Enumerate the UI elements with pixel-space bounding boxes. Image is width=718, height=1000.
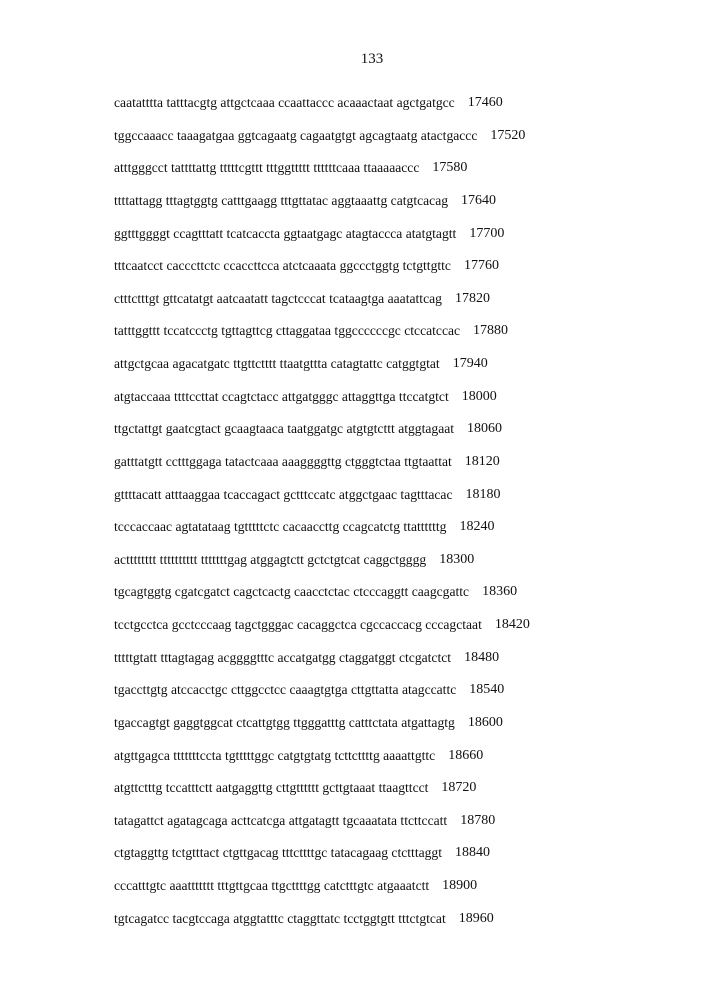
sequence-position: 17820: [454, 290, 490, 306]
sequence-text: gatttatgtt cctttggaga tatactcaaa aaaggggttg ctgggtctaa ttgtaattat: [114, 453, 452, 469]
sequence-text: tgtcagatcc tacgtccaga atggtatttc ctaggttatc tcctggtgtt tttctgtcat: [114, 910, 446, 926]
sequence-line: [114, 322, 530, 355]
sequence-line: [114, 649, 530, 682]
sequence-line: [114, 812, 530, 845]
sequence-position: 18060: [467, 421, 503, 437]
sequence-text: tatttggttt tccatccctg tgttagttcg cttaggataa tggccccccgc ctccatccac: [114, 323, 461, 339]
sequence-position: 18960: [458, 910, 494, 926]
sequence-position: 17940: [452, 356, 488, 371]
sequence-line: [114, 159, 530, 192]
sequence-text: tgcagtggtg cgatcgatct cagctcactg caacctctac ctcccaggtt caagcgattc: [114, 584, 470, 600]
sequence-line: [114, 257, 530, 290]
sequence-line: [114, 714, 530, 747]
sequence-line: [114, 486, 530, 519]
sequence-line: [114, 420, 530, 453]
sequence-position: 18300: [439, 551, 475, 567]
sequence-text: ttgctattgt gaatcgtact gcaagtaaca taatggatgc atgtgtcttt atggtagaat: [114, 421, 455, 437]
sequence-text: tttttgtatt tttagtagag acggggtttc accatgatgg ctaggatggt ctcgatctct: [114, 649, 452, 665]
sequence-position: 17520: [490, 127, 526, 143]
sequence-text: cccatttgtc aaattttttt tttgttgcaa ttgcttttgg catctttgtc atgaaatctt: [114, 878, 430, 893]
sequence-line: [114, 583, 530, 616]
sequence-text: tgaccagtgt gaggtggcat ctcattgtgg ttgggatttg catttctata atgattagtg: [114, 714, 455, 730]
sequence-line: [114, 453, 530, 486]
sequence-line: [114, 388, 530, 421]
sequence-position: 18780: [460, 812, 496, 828]
sequence-text: caatatttta tatttacgtg attgctcaaa ccaattaccc acaaactaat agctgatgcc: [114, 95, 455, 110]
sequence-line: [114, 747, 530, 780]
page-number: 133: [360, 51, 384, 67]
sequence-text: atgttgagca tttttttccta tgtttttggc catgtgtatg tcttcttttg aaaattgttc: [114, 747, 436, 763]
sequence-position: 17640: [461, 192, 497, 208]
sequence-line: [114, 844, 530, 877]
sequence-position: 18480: [464, 649, 500, 665]
sequence-text: ctgtaggttg tctgtttact ctgttgacag tttcttttgc tatacagaag ctctttaggt: [114, 845, 442, 861]
sequence-position: 18540: [469, 682, 505, 698]
sequence-text: atgtaccaaa ttttccttat ccagtctacc attgatgggc attaggttga ttccatgtct: [114, 388, 449, 404]
sequence-line: [114, 910, 530, 943]
sequence-position: 18900: [442, 878, 478, 893]
sequence-position: 18000: [461, 388, 497, 404]
sequence-text: ttttattagg tttagtggtg catttgaagg tttgttatac aggtaaattg catgtcacag: [114, 192, 449, 208]
sequence-text: tatagattct agatagcaga acttcatcga attgatagtt tgcaaatata ttcttccatt: [114, 812, 448, 828]
sequence-text: tggccaaacc taaagatgaa ggtcagaatg cagaatgtgt agcagtaatg atactgaccc: [114, 127, 478, 143]
sequence-position: 18840: [455, 845, 490, 861]
sequence-position: 17760: [463, 258, 499, 274]
sequence-position: 18360: [482, 584, 518, 600]
sequence-position: 17700: [469, 225, 505, 241]
sequence-position: 18720: [441, 780, 477, 796]
sequence-text: actttttttt tttttttttt tttttttgag atggagtctt gctctgtcat caggctgggg: [114, 551, 427, 567]
sequence-listing: [114, 94, 530, 942]
sequence-text: tcccaccaac agtatataag tgtttttctc cacaaccttg ccagcatctg ttattttttg: [114, 519, 447, 535]
sequence-position: 17460: [467, 95, 503, 110]
sequence-line: [114, 616, 530, 649]
sequence-position: 17580: [432, 160, 468, 176]
sequence-text: gttttacatt atttaaggaa tcaccagact gctttccatc atggctgaac tagtttacac: [114, 486, 453, 502]
sequence-line: [114, 290, 530, 323]
sequence-line: [114, 779, 530, 812]
sequence-position: 18240: [459, 519, 495, 535]
sequence-line: [114, 355, 530, 388]
sequence-text: ctttctttgt gttcatatgt aatcaatatt tagctcccat tcataagtga aaatattcag: [114, 290, 442, 306]
sequence-text: tttcaatcct cacccttctc ccaccttcca atctcaaata ggccctggtg tctgttgttc: [114, 258, 451, 274]
sequence-text: atttgggcct tattttattg tttttcgttt tttggttttt ttttttcaaa ttaaaaaccc: [114, 160, 420, 176]
sequence-position: 18120: [464, 453, 500, 469]
sequence-position: 18600: [467, 714, 503, 730]
sequence-line: [114, 192, 530, 225]
sequence-position: 18420: [494, 617, 530, 632]
sequence-line: [114, 518, 530, 551]
sequence-line: [114, 127, 530, 160]
sequence-line: [114, 681, 530, 714]
sequence-text: ggtttggggt ccagtttatt tcatcaccta ggtaatgagc atagtaccca atatgtagtt: [114, 225, 457, 241]
sequence-line: [114, 94, 530, 127]
sequence-position: 18180: [465, 486, 501, 502]
sequence-text: tgaccttgtg atccacctgc cttggcctcc caaagtgtga cttgttatta atagccattc: [114, 682, 457, 698]
sequence-text: tcctgcctca gcctcccaag tagctgggac cacaggctca cgccaccacg cccagctaat: [114, 617, 482, 632]
sequence-line: [114, 551, 530, 584]
sequence-text: attgctgcaa agacatgatc ttgttctttt ttaatgttta catagtattc catggtgtat: [114, 356, 440, 371]
sequence-text: atgttctttg tccatttctt aatgaggttg cttgtttttt gcttgtaaat ttaagttcct: [114, 780, 429, 796]
sequence-line: [114, 877, 530, 910]
sequence-position: 17880: [473, 323, 509, 339]
sequence-line: [114, 225, 530, 258]
sequence-position: 18660: [448, 747, 484, 763]
